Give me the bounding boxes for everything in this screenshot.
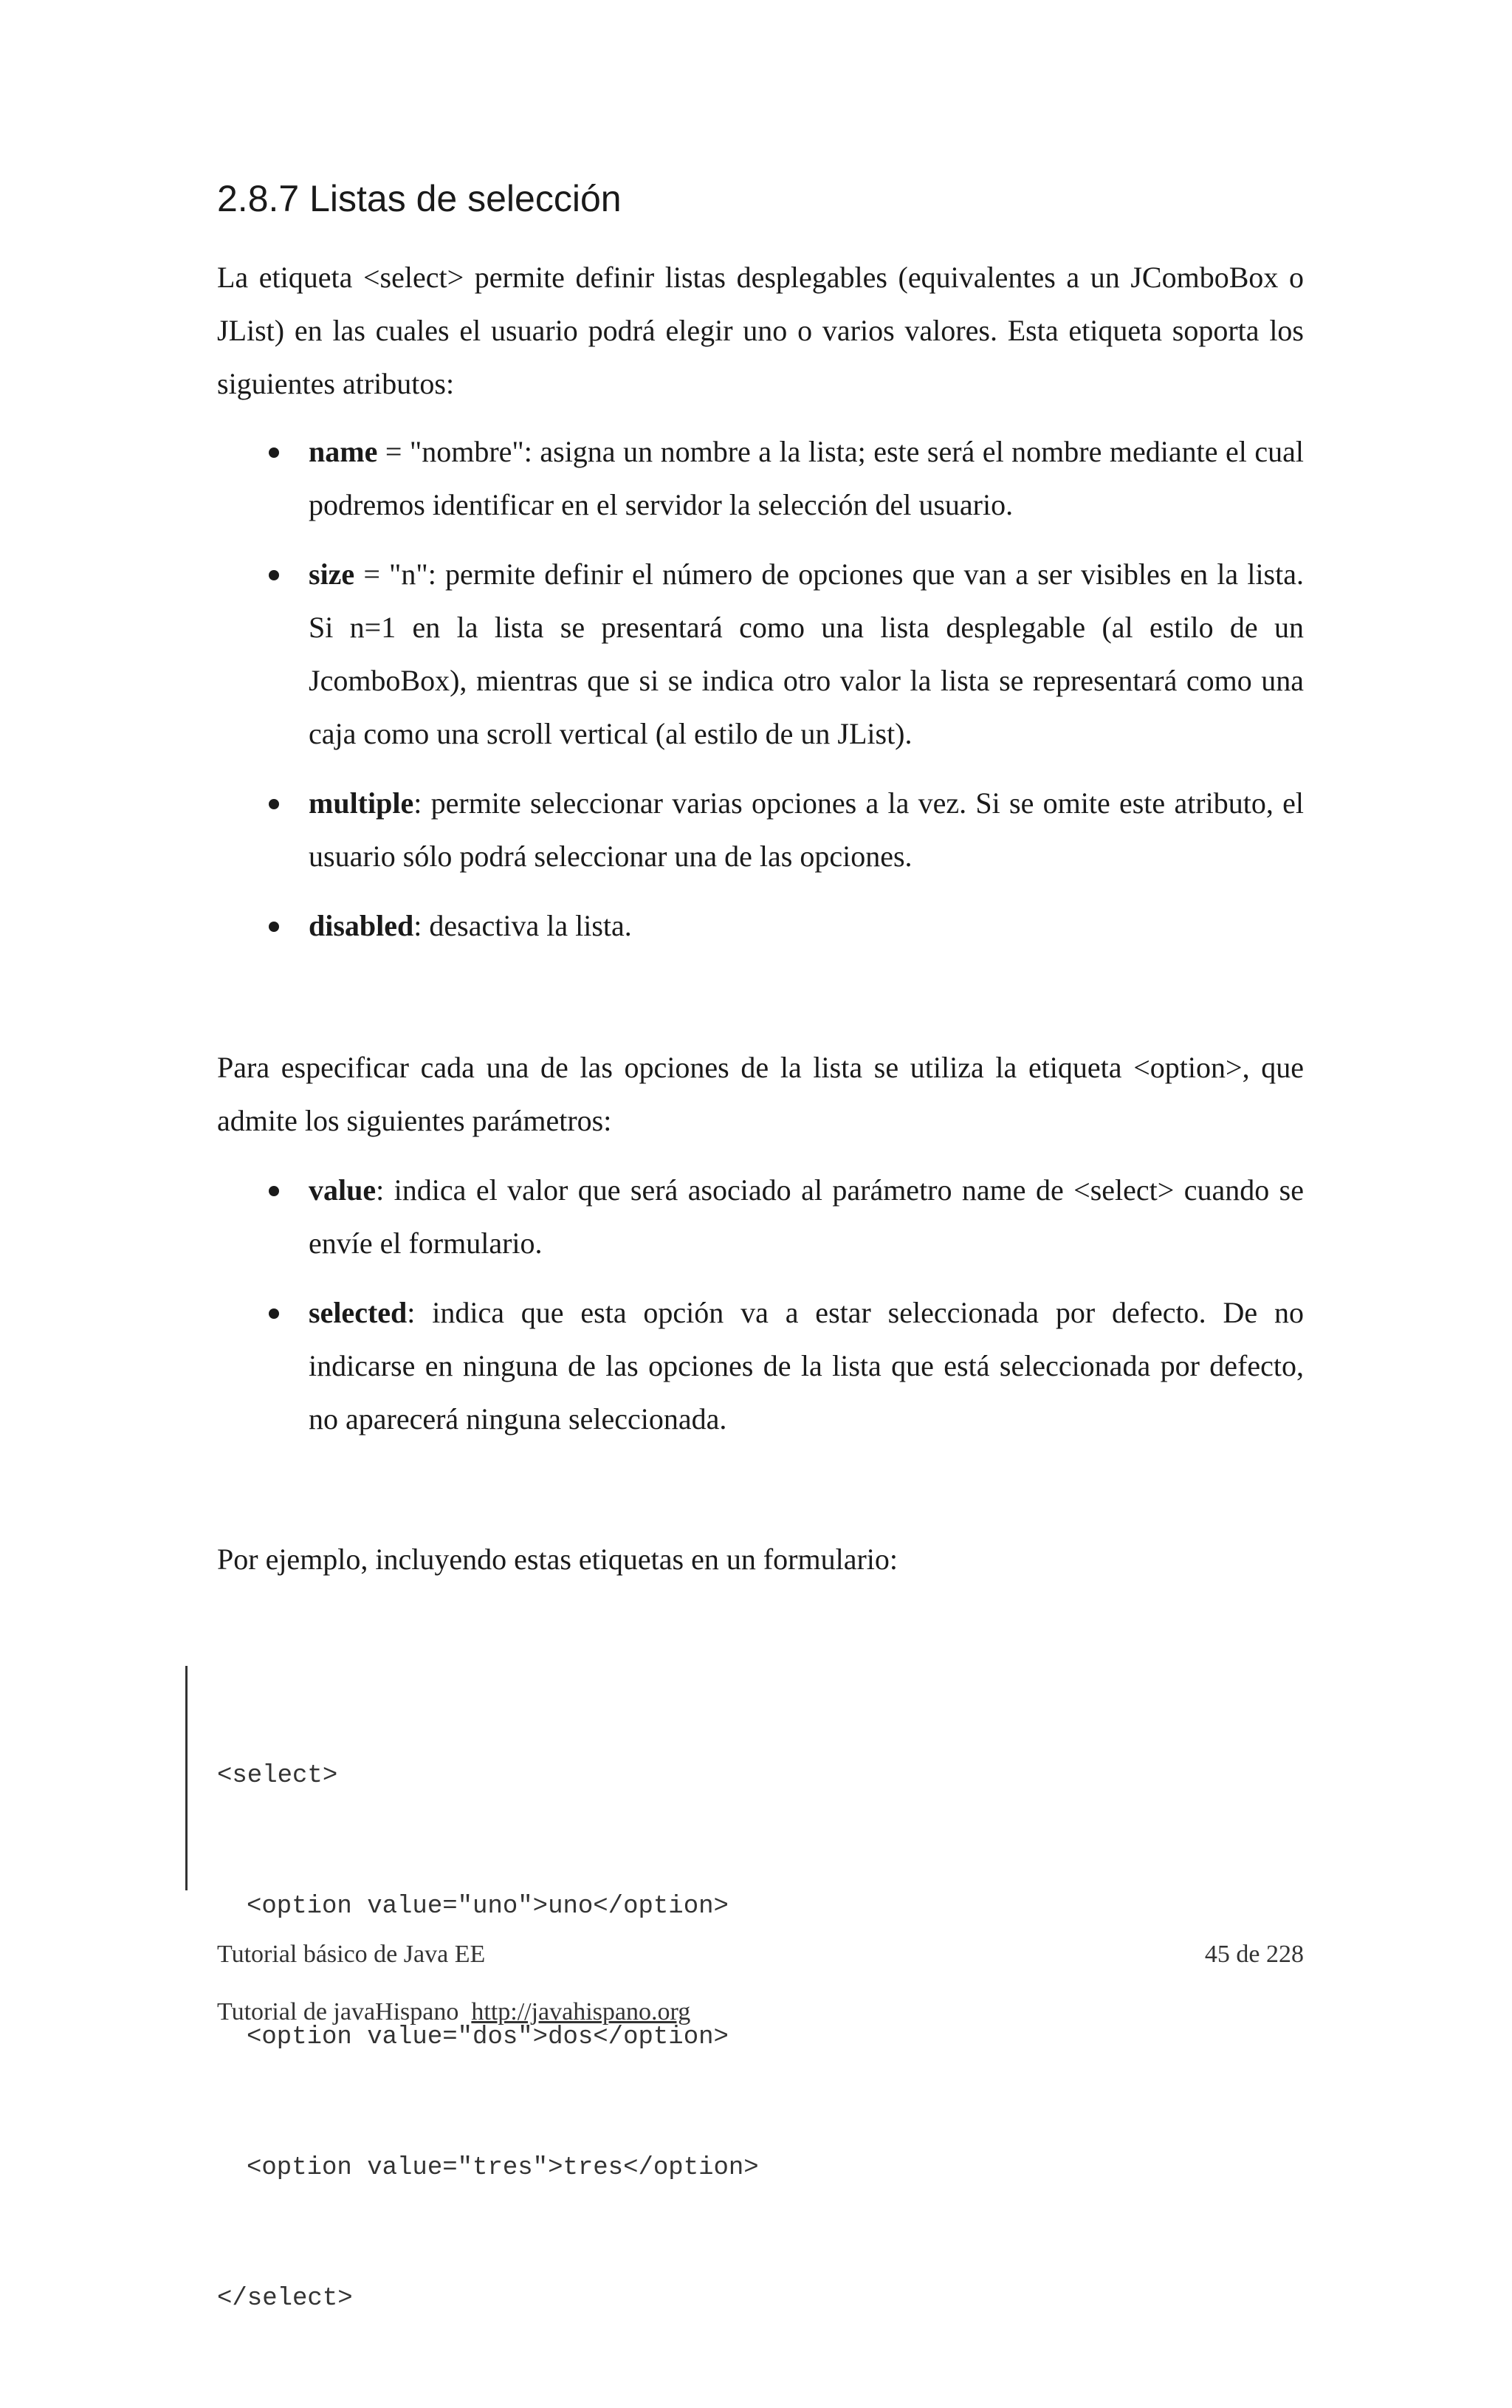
list-item — [217, 899, 1304, 953]
bullet-icon — [269, 570, 279, 580]
list-item — [217, 1164, 1304, 1270]
code-block — [217, 1667, 759, 2408]
code-line: <option value="tres">tres</option> — [247, 2154, 759, 2182]
attribute-term: disabled — [309, 909, 414, 942]
example-intro-paragraph: Por ejemplo, incluyendo estas etiquetas en un formulario: — [217, 1543, 898, 1576]
list-item — [217, 425, 1304, 532]
list-item — [217, 1286, 1304, 1446]
attribute-term: multiple — [309, 786, 414, 820]
attribute-term: name — [309, 435, 378, 468]
section-title: 2.8.7 Listas de selección — [217, 178, 622, 219]
intro-paragraph: La etiqueta <select> permite definir listas desplegables (equivalentes a un JComboBox o JList) en las cuales el usuario podrá elegir uno o varios valores. Esta etiqueta soporta los siguientes atributos: — [217, 261, 1304, 400]
publisher-link[interactable]: http://javahispano.org — [471, 1998, 691, 2025]
bullet-icon — [269, 922, 279, 932]
code-block-bar — [185, 1666, 188, 1890]
attribute-description: : indica el valor que será asociado al parámetro name de <select> cuando se envíe el formulario. — [309, 1173, 1304, 1260]
attribute-description: = "n": permite definir el número de opciones que van a ser visibles en la lista. Si n=1 en la lista se presentará como una lista desplegable (al estilo de un JcomboBox), mientras que si se indica otro valor la lista se representará como una caja como una scroll vertical (al estilo de un JList). — [309, 558, 1304, 750]
code-line: </select> — [217, 2285, 353, 2313]
code-line: <option value="uno">uno</option> — [247, 1893, 729, 1921]
bullet-icon — [269, 1186, 279, 1196]
attribute-description: : indica que esta opción va a estar seleccionada por defecto. De no indicarse en ninguna de las opciones de la lista que está seleccionada por defecto, no aparecerá ninguna seleccionada. — [309, 1296, 1304, 1435]
attribute-term: value — [309, 1173, 377, 1207]
option-intro-paragraph: Para especificar cada una de las opciones de la lista se utiliza la etiqueta <option>, que admite los siguientes parámetros: — [217, 1051, 1304, 1137]
list-item — [217, 777, 1304, 883]
footer-book-title: Tutorial básico de Java EE — [217, 1941, 486, 1968]
list-item — [217, 548, 1304, 761]
attribute-description: = "nombre": asigna un nombre a la lista; este será el nombre mediante el cual podremos identificar en el servidor la selección del usuario. — [309, 435, 1304, 521]
code-line: <select> — [217, 1762, 338, 1790]
attribute-description: : permite seleccionar varias opciones a la vez. Si se omite este atributo, el usuario sólo podrá seleccionar una de las opciones. — [309, 786, 1304, 873]
page-number: 45 de 228 — [1204, 1941, 1304, 1968]
attribute-description: : desactiva la lista. — [413, 909, 632, 942]
select-attributes-list — [217, 425, 1304, 969]
option-attributes-list — [217, 1164, 1304, 1462]
footer-publisher: Tutorial de javaHispano — [217, 1998, 459, 2025]
page-footer — [217, 1941, 1304, 1969]
publisher-footer — [217, 1998, 1304, 2026]
attribute-term: size — [309, 558, 355, 591]
code-line: <option value="dos">dos</option> — [247, 2023, 729, 2051]
attribute-term: selected — [309, 1296, 408, 1329]
bullet-icon — [269, 799, 279, 809]
bullet-icon — [269, 1308, 279, 1319]
bullet-icon — [269, 447, 279, 458]
